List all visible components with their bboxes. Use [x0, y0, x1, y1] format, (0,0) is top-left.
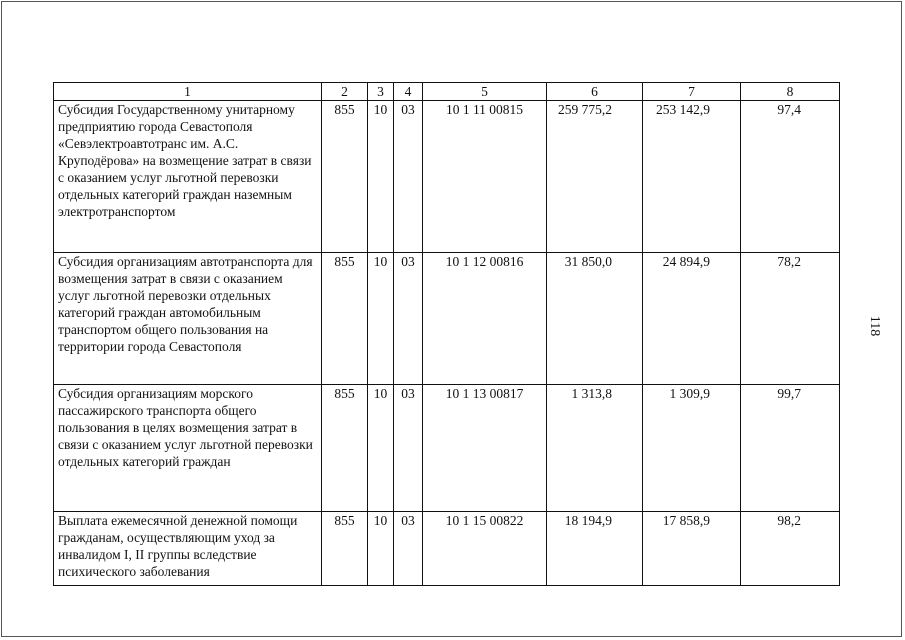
row-col3: 10	[368, 253, 394, 385]
row-col2: 855	[322, 385, 368, 512]
budget-table	[53, 82, 840, 586]
row-col6: 259 775,2	[547, 101, 643, 253]
row-col6: 31 850,0	[547, 253, 643, 385]
row-col8: 99,7	[741, 385, 840, 512]
row-col2: 855	[322, 101, 368, 253]
row-col4: 03	[394, 101, 423, 253]
row-col3: 10	[368, 512, 394, 586]
header-cell: 1	[54, 83, 322, 101]
row-name: Субсидия организациям автотранспорта для возмещения затрат в связи с оказанием услуг льготной перевозки отдельных категорий граждан автомобильным транспортом общего пользования на территории города Севастополя	[54, 253, 322, 385]
row-col5: 10 1 11 00815	[423, 101, 547, 253]
row-col4: 03	[394, 253, 423, 385]
header-cell: 8	[741, 83, 840, 101]
row-col8: 97,4	[741, 101, 840, 253]
row-col7: 24 894,9	[643, 253, 741, 385]
row-col5: 10 1 13 00817	[423, 385, 547, 512]
row-col6: 1 313,8	[547, 385, 643, 512]
header-cell: 7	[643, 83, 741, 101]
table-row	[54, 385, 840, 512]
table-header-row	[54, 83, 840, 101]
row-col2: 855	[322, 512, 368, 586]
row-col5: 10 1 12 00816	[423, 253, 547, 385]
header-cell: 6	[547, 83, 643, 101]
row-name: Субсидия Государственному унитарному предприятию города Севастополя «Севэлектроавтотранс им. А.С. Круподёрова» на возмещение затрат в связи с оказанием услуг льготной перевозки отдельных категорий граждан наземным электротранспортом	[54, 101, 322, 253]
row-col7: 17 858,9	[643, 512, 741, 586]
row-name: Выплата ежемесячной денежной помощи гражданам, осуществляющим уход за инвалидом I, II группы вследствие психического заболевания	[54, 512, 322, 586]
table-row	[54, 101, 840, 253]
header-cell: 2	[322, 83, 368, 101]
row-col3: 10	[368, 101, 394, 253]
table-row	[54, 253, 840, 385]
row-col4: 03	[394, 385, 423, 512]
page-number: 118	[867, 315, 882, 337]
row-col8: 98,2	[741, 512, 840, 586]
header-cell: 3	[368, 83, 394, 101]
row-col7: 253 142,9	[643, 101, 741, 253]
row-col5: 10 1 15 00822	[423, 512, 547, 586]
row-col3: 10	[368, 385, 394, 512]
table-row	[54, 512, 840, 586]
row-col6: 18 194,9	[547, 512, 643, 586]
row-col7: 1 309,9	[643, 385, 741, 512]
header-cell: 5	[423, 83, 547, 101]
header-cell: 4	[394, 83, 423, 101]
row-col4: 03	[394, 512, 423, 586]
row-name: Субсидия организациям морского пассажирского транспорта общего пользования в целях возмещения затрат в связи с оказанием услуг льготной перевозки отдельных категорий граждан	[54, 385, 322, 512]
row-col2: 855	[322, 253, 368, 385]
row-col8: 78,2	[741, 253, 840, 385]
